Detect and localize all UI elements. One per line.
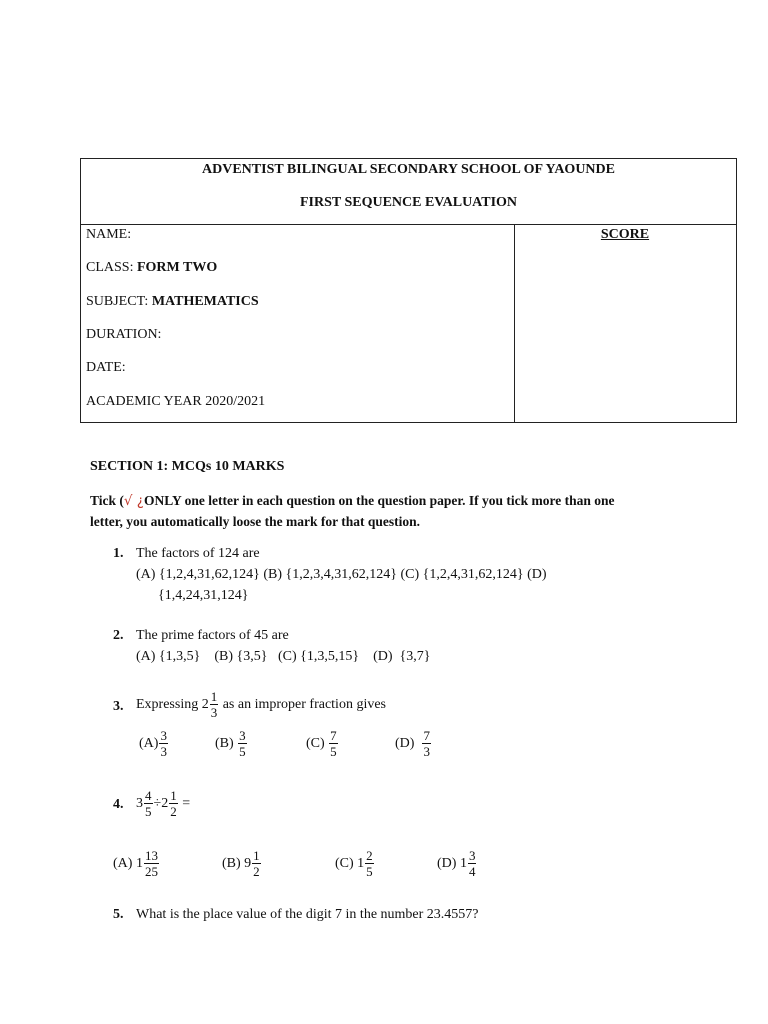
question-4-option-d: (D) 1 $\frac{3}{4}$ xyxy=(437,848,476,879)
question-3-number: 3. xyxy=(113,699,124,714)
date-field xyxy=(86,360,126,376)
question-5-text: What is the place value of the digit 7 in the number 23.4557? xyxy=(136,907,479,922)
question-1-options: (A) {1,2,4,31,62,124} (B) {1,2,3,4,31,62,124} (C) {1,2,4,31,62,124} (D) xyxy=(136,567,547,582)
header-divider xyxy=(81,224,736,225)
instruction-text: ONLY one letter in each question on the question paper. If you tick more than one xyxy=(143,493,615,508)
instruction-prefix: Tick ( xyxy=(90,493,124,508)
question-2-number: 2. xyxy=(113,628,124,643)
tick-mark-icon: √ ¿ xyxy=(123,493,144,509)
academic-year: ACADEMIC YEAR 2020/2021 xyxy=(86,394,266,409)
subject-field xyxy=(86,294,259,310)
question-4-option-c: (C) 1 $\frac{2}{5}$ xyxy=(335,848,373,879)
section-title: SECTION 1: MCQs 10 MARKS xyxy=(90,459,285,474)
question-1-number: 1. xyxy=(113,546,124,561)
duration-label: DURATION: xyxy=(86,327,162,342)
question-3-option-b: (B) $\frac{3}{5}$ xyxy=(215,728,246,759)
score-label: SCORE xyxy=(600,227,650,242)
evaluation-title: FIRST SEQUENCE EVALUATION xyxy=(299,195,518,210)
fraction: $\frac{1}{3}$ xyxy=(210,689,218,720)
question-5-number: 5. xyxy=(113,907,124,922)
question-3-option-a: (A) $\frac{3}{3}$ xyxy=(139,728,167,759)
subject-value: MATHEMATICS xyxy=(151,294,259,309)
subject-label: SUBJECT: xyxy=(86,294,149,309)
class-label: CLASS: xyxy=(86,260,134,275)
header-table xyxy=(80,158,737,423)
question-1-text: The factors of 124 are xyxy=(136,546,260,561)
question-3-option-c: (C) $\frac{7}{5}$ xyxy=(306,728,337,759)
duration-field xyxy=(86,327,161,343)
name-label: NAME: xyxy=(86,227,132,242)
question-4-option-b: (B) 9 $\frac{1}{2}$ xyxy=(222,848,260,879)
name-field xyxy=(86,227,131,243)
question-1-options-cont: {1,4,24,31,124} xyxy=(158,588,249,603)
class-value: FORM TWO xyxy=(136,260,218,275)
class-field xyxy=(86,260,217,276)
question-2-text: The prime factors of 45 are xyxy=(136,628,289,643)
school-name: ADVENTIST BILINGUAL SECONDARY SCHOOL OF YAOUNDE xyxy=(202,162,615,177)
instruction-line-2: letter, you automatically loose the mark for that question. xyxy=(90,514,420,529)
instruction-line-1 xyxy=(90,493,615,509)
date-label: DATE: xyxy=(86,360,126,375)
question-4-expression: 3 $\frac{4}{5}$ ÷ 2 $\frac{1}{2}$ = xyxy=(136,788,191,819)
question-2-options: (A) {1,3,5} (B) {3,5} (C) {1,3,5,15} (D) {3,7} xyxy=(136,649,431,664)
question-3-text: Expressing 2 $\frac{1}{3}$ as an improper fraction gives xyxy=(136,689,386,720)
question-4-number: 4. xyxy=(113,797,124,812)
score-column-divider xyxy=(514,224,515,422)
question-3-option-d: (D) $\frac{7}{3}$ xyxy=(395,728,430,759)
question-4-option-a: (A) 1 $\frac{13}{25}$ xyxy=(113,848,158,879)
